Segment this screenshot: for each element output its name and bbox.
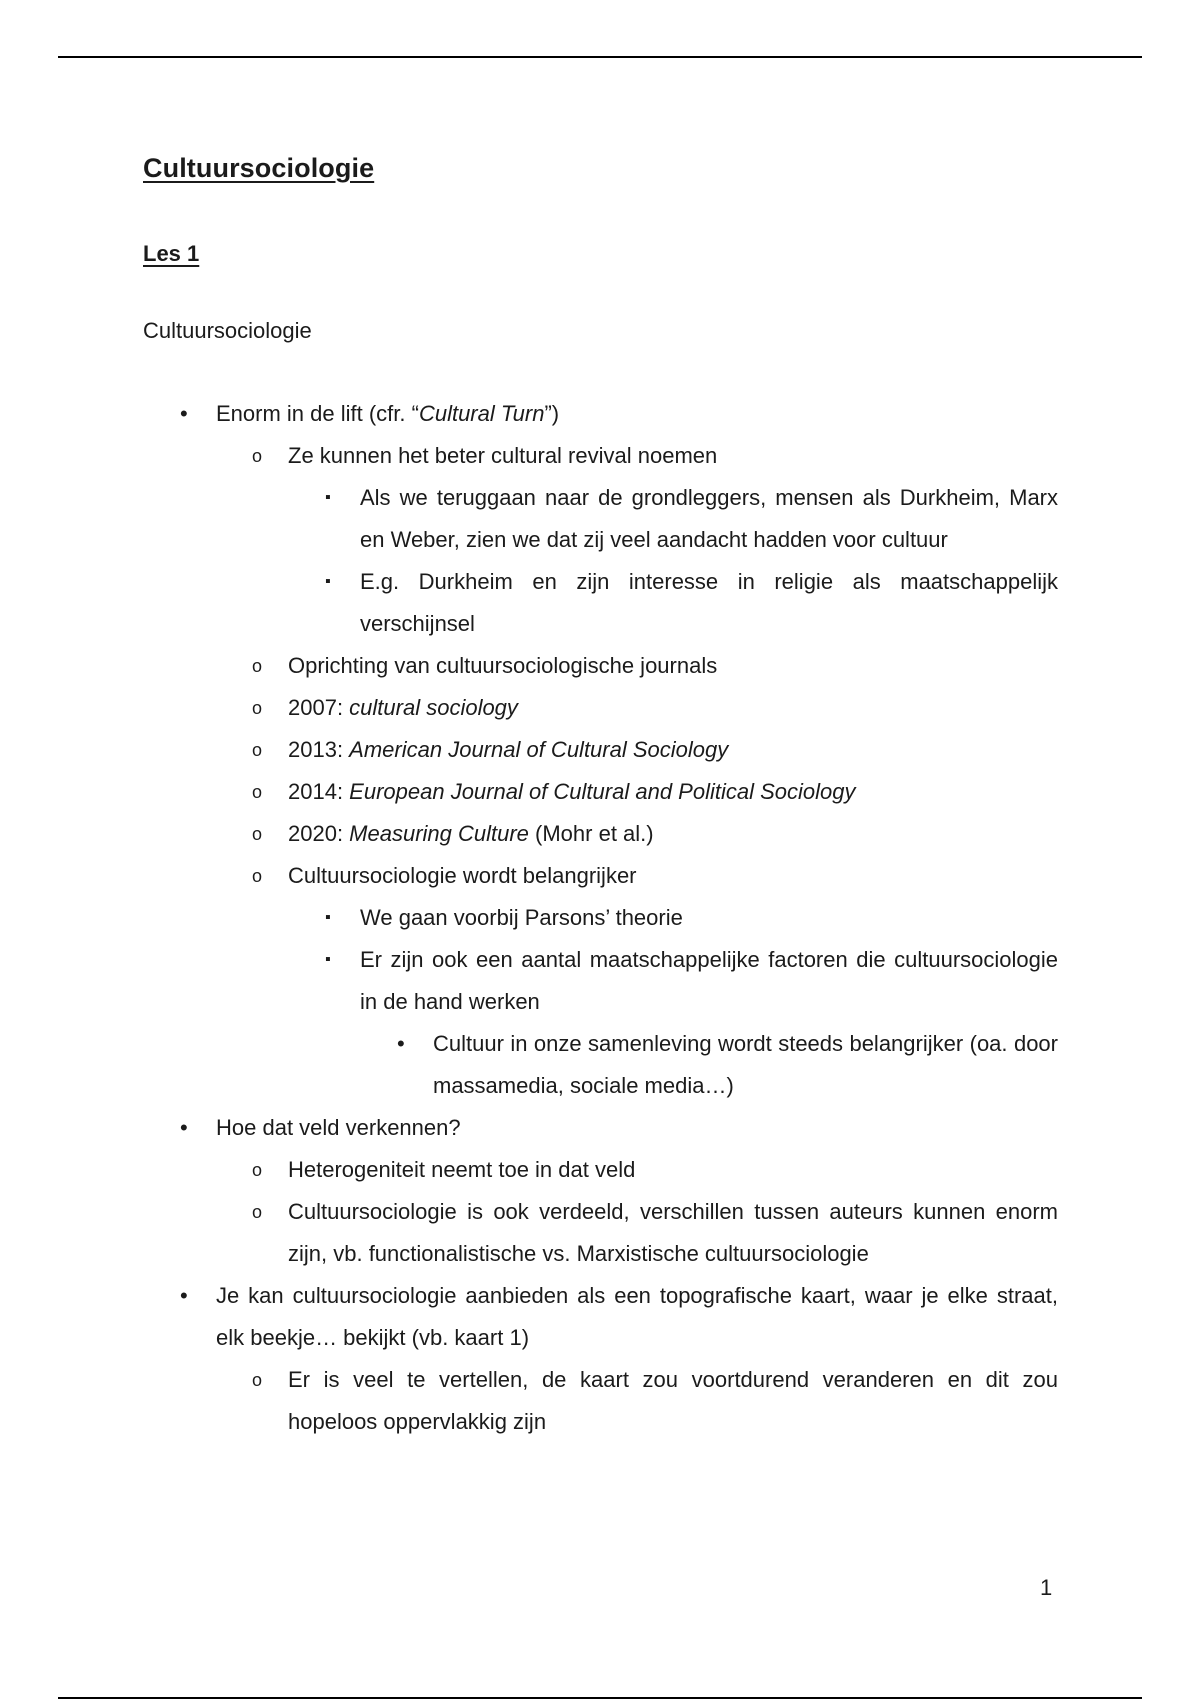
list-item: • Enorm in de lift (cfr. “Cultural Turn”) xyxy=(143,393,1058,435)
outline-list xyxy=(143,393,1058,1443)
list-item: o Cultuursociologie wordt belangrijker xyxy=(143,855,1058,897)
bullet-square-icon xyxy=(325,561,331,603)
bullet-circle-icon xyxy=(252,435,262,477)
bullet-circle-icon xyxy=(252,1359,262,1401)
bullet-square-icon xyxy=(325,897,331,939)
bullet-disc-icon xyxy=(180,1107,188,1149)
list-item: ▪ E.g. Durkheim en zijn interesse in religie als maatschappelijk verschijnsel xyxy=(143,561,1058,645)
list-item: • Hoe dat veld verkennen? xyxy=(143,1107,1058,1149)
bullet-disc-icon xyxy=(180,393,188,435)
bullet-circle-icon xyxy=(252,855,262,897)
list-item: o Heterogeniteit neemt toe in dat veld xyxy=(143,1149,1058,1191)
bullet-square-icon xyxy=(325,477,331,519)
lesson-heading: Les 1 xyxy=(143,241,200,266)
bullet-disc-icon xyxy=(180,1275,188,1317)
bullet-circle-icon xyxy=(252,729,262,771)
list-item: ▪ Als we teruggaan naar de grondleggers, mensen als Durkheim, Marx en Weber, zien we dat zij veel aandacht hadden voor cultuur xyxy=(143,477,1058,561)
list-item: • Je kan cultuursociologie aanbieden als een topografische kaart, waar je elke straat, elk beekje… bekijkt (vb. kaart 1) xyxy=(143,1275,1058,1359)
bullet-circle-icon xyxy=(252,687,262,729)
header-rule xyxy=(58,56,1142,58)
footer-rule xyxy=(58,1697,1142,1699)
bullet-circle-icon xyxy=(252,1191,262,1233)
bullet-circle-icon xyxy=(252,1149,262,1191)
bullet-circle-icon xyxy=(252,771,262,813)
bullet-disc-icon xyxy=(397,1023,405,1065)
section-heading: Cultuursociologie xyxy=(143,318,312,343)
list-item: o 2020: Measuring Culture (Mohr et al.) xyxy=(143,813,1058,855)
list-item: o 2007: cultural sociology xyxy=(143,687,1058,729)
bullet-circle-icon xyxy=(252,813,262,855)
list-item: o Ze kunnen het beter cultural revival noemen xyxy=(143,435,1058,477)
bullet-square-icon xyxy=(325,939,331,981)
list-item: o Oprichting van cultuursociologische journals xyxy=(143,645,1058,687)
document-title: Cultuursociologie xyxy=(143,153,375,183)
list-item: ▪ Er zijn ook een aantal maatschappelijke factoren die cultuursociologie in de hand werken xyxy=(143,939,1058,1023)
list-item: o Cultuursociologie is ook verdeeld, verschillen tussen auteurs kunnen enorm zijn, vb. functionalistische vs. Marxistische cultuursociologie xyxy=(143,1191,1058,1275)
page-number: 1 xyxy=(1040,1575,1053,1600)
bullet-circle-icon xyxy=(252,645,262,687)
list-item: o 2013: American Journal of Cultural Sociology xyxy=(143,729,1058,771)
list-item: ▪ We gaan voorbij Parsons’ theorie xyxy=(143,897,1058,939)
list-item: o 2014: European Journal of Cultural and Political Sociology xyxy=(143,771,1058,813)
list-item: o Er is veel te vertellen, de kaart zou voortdurend veranderen en dit zou hopeloos oppervlakkig zijn xyxy=(143,1359,1058,1443)
list-item: • Cultuur in onze samenleving wordt steeds belangrijker (oa. door massamedia, sociale media…) xyxy=(143,1023,1058,1107)
